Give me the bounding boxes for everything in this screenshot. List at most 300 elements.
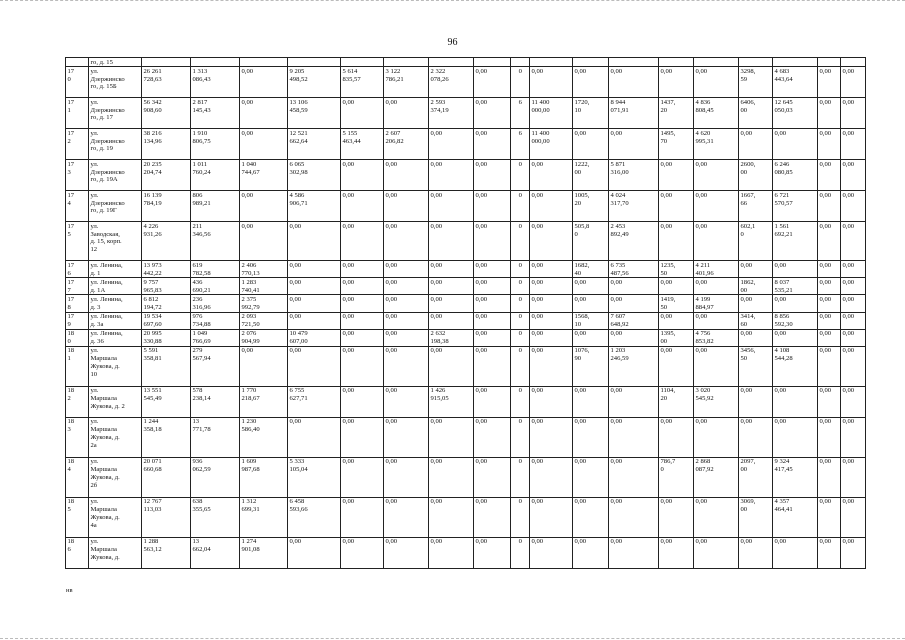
table-cell: 1419, 50: [659, 295, 694, 312]
row-number-cell: 17 8: [66, 295, 89, 312]
table-cell: 211 346,56: [191, 222, 240, 261]
table-row: [66, 222, 866, 261]
table-cell: 1 770 218,67: [240, 386, 288, 417]
table-cell: 0,00: [841, 457, 866, 497]
table-cell: 0,00: [609, 278, 659, 295]
table-cell: [511, 58, 530, 67]
table-cell: 578 238,14: [191, 386, 240, 417]
row-number-cell: 18 6: [66, 537, 89, 568]
address-cell: ул. Маршала Жукова, д.: [89, 537, 142, 568]
table-cell: 0,00: [694, 312, 739, 329]
row-number-cell: 17 3: [66, 160, 89, 191]
table-cell: 0,00: [474, 346, 511, 386]
table-cell: 0,00: [609, 457, 659, 497]
table-cell: 0,00: [288, 278, 341, 295]
table-cell: 20 995 330,88: [142, 329, 191, 346]
table-cell: 2 375 992,79: [240, 295, 288, 312]
table-cell: 0,00: [474, 67, 511, 98]
table-cell: 0: [511, 160, 530, 191]
table-cell: 0,00: [609, 67, 659, 98]
address-cell: ул. Ленина, д. 36: [89, 329, 142, 346]
table-cell: 0,00: [841, 222, 866, 261]
address-cell: ул. Маршала Жукова, д. 2б: [89, 457, 142, 497]
table-cell: 0,00: [818, 222, 841, 261]
table-cell: 0,00: [694, 497, 739, 537]
table-cell: 0,00: [474, 160, 511, 191]
table-row: [66, 129, 866, 160]
table-cell: 0,00: [573, 537, 609, 568]
table-cell: 0,00: [818, 129, 841, 160]
table-cell: 0,00: [341, 386, 384, 417]
table-cell: 0,00: [384, 497, 429, 537]
table-cell: 638 355,65: [191, 497, 240, 537]
table-cell: 0: [511, 417, 530, 457]
table-cell: 12 521 662,64: [288, 129, 341, 160]
table-cell: 0: [511, 67, 530, 98]
table-cell: 1 313 086,43: [191, 67, 240, 98]
table-cell: 9 757 965,83: [142, 278, 191, 295]
table-row: [66, 497, 866, 537]
table-cell: 0,00: [573, 417, 609, 457]
table-cell: 1568, 10: [573, 312, 609, 329]
table-cell: 0,00: [694, 222, 739, 261]
address-cell: ул. Маршала Жукова, д. 4а: [89, 497, 142, 537]
table-cell: 5 155 463,44: [341, 129, 384, 160]
table-cell: 0,00: [341, 261, 384, 278]
table-cell: 0,00: [739, 386, 773, 417]
table-cell: 0,00: [530, 417, 573, 457]
table-cell: 1720, 10: [573, 98, 609, 129]
table-cell: 1 561 692,21: [773, 222, 818, 261]
table-cell: 3414, 60: [739, 312, 773, 329]
table-cell: 0,00: [341, 497, 384, 537]
table-cell: 0,00: [573, 295, 609, 312]
table-cell: 0,00: [530, 329, 573, 346]
table-cell: 3 122 786,21: [384, 67, 429, 98]
table-cell: 8 944 071,91: [609, 98, 659, 129]
table-cell: 0,00: [341, 160, 384, 191]
table-cell: 2 593 374,19: [429, 98, 474, 129]
table-cell: 602,1 0: [739, 222, 773, 261]
address-cell: ул. Заводская, д. 15, корп. 12: [89, 222, 142, 261]
table-cell: 0,00: [694, 346, 739, 386]
table-cell: 0,00: [530, 261, 573, 278]
table-cell: [142, 58, 191, 67]
table-cell: 1 049 766,69: [191, 329, 240, 346]
table-cell: 2 817 145,43: [191, 98, 240, 129]
table-cell: [240, 58, 288, 67]
table-cell: 0,00: [240, 67, 288, 98]
table-cell: 0,00: [818, 191, 841, 222]
table-cell: 0,00: [841, 191, 866, 222]
row-number-cell: 17 6: [66, 261, 89, 278]
table-cell: 2 093 721,50: [240, 312, 288, 329]
table-cell: 0,00: [609, 129, 659, 160]
table-cell: [341, 58, 384, 67]
table-cell: [659, 58, 694, 67]
table-cell: 0,00: [530, 386, 573, 417]
table-cell: 0,00: [573, 67, 609, 98]
table-cell: 0,00: [609, 497, 659, 537]
table-cell: 0,00: [818, 67, 841, 98]
table-cell: 2600, 00: [739, 160, 773, 191]
table-cell: 0,00: [694, 278, 739, 295]
table-cell: 10 479 607,00: [288, 329, 341, 346]
table-cell: 0,00: [818, 312, 841, 329]
table-cell: 0,00: [240, 191, 288, 222]
table-cell: 0,00: [818, 160, 841, 191]
table-cell: 0,00: [288, 417, 341, 457]
table-cell: 6 458 593,66: [288, 497, 341, 537]
table-cell: 0: [511, 191, 530, 222]
table-cell: 0: [511, 346, 530, 386]
table-cell: 19 534 697,60: [142, 312, 191, 329]
table-cell: 0,00: [429, 261, 474, 278]
table-row: [66, 67, 866, 98]
row-number-cell: 18 0: [66, 329, 89, 346]
table-cell: 0,00: [530, 457, 573, 497]
table-cell: 13 106 458,59: [288, 98, 341, 129]
table-cell: 0,00: [659, 160, 694, 191]
table-cell: 0,00: [773, 261, 818, 278]
table-cell: 0,00: [341, 98, 384, 129]
table-cell: 0,00: [659, 537, 694, 568]
table-cell: 56 342 908,60: [142, 98, 191, 129]
table-cell: 2 632 198,38: [429, 329, 474, 346]
table-row: [66, 417, 866, 457]
table-cell: 1076, 90: [573, 346, 609, 386]
table-cell: 0,00: [841, 417, 866, 457]
table-cell: 9 205 498,52: [288, 67, 341, 98]
table-cell: 0,00: [818, 537, 841, 568]
row-number-cell: 18 1: [66, 346, 89, 386]
table-cell: 1 274 901,08: [240, 537, 288, 568]
table-cell: 6 812 194,72: [142, 295, 191, 312]
table-cell: 0,00: [474, 417, 511, 457]
table-cell: 505,8 0: [573, 222, 609, 261]
table-cell: 0,00: [841, 278, 866, 295]
table-cell: 0,00: [384, 329, 429, 346]
table-cell: 0,00: [773, 386, 818, 417]
table-cell: 0,00: [530, 295, 573, 312]
table-cell: 0,00: [739, 329, 773, 346]
table-cell: 0,00: [841, 129, 866, 160]
table-cell: 12 645 050,03: [773, 98, 818, 129]
table-cell: 13 771,78: [191, 417, 240, 457]
table-cell: 0,00: [288, 346, 341, 386]
table-cell: 436 690,21: [191, 278, 240, 295]
table-cell: 20 071 660,68: [142, 457, 191, 497]
table-cell: 0,00: [429, 312, 474, 329]
table-cell: [429, 58, 474, 67]
table-cell: 5 871 316,00: [609, 160, 659, 191]
table-cell: 0,00: [341, 295, 384, 312]
table-cell: 0,00: [288, 312, 341, 329]
table-cell: 1862, 00: [739, 278, 773, 295]
table-cell: 16 139 784,19: [142, 191, 191, 222]
table-cell: 0,00: [384, 278, 429, 295]
table-row: [66, 537, 866, 568]
table-cell: 11 400 000,00: [530, 129, 573, 160]
table-cell: 1235, 50: [659, 261, 694, 278]
table-cell: 1 040 744,67: [240, 160, 288, 191]
table-cell: 619 782,58: [191, 261, 240, 278]
table-cell: 0,00: [841, 312, 866, 329]
table-cell: 0: [511, 457, 530, 497]
table-cell: 0,00: [288, 537, 341, 568]
table-cell: 1 203 246,59: [609, 346, 659, 386]
table-cell: 0,00: [429, 129, 474, 160]
row-number-cell: [66, 58, 89, 67]
table-cell: [739, 58, 773, 67]
table-body: [66, 58, 866, 569]
table-row: [66, 278, 866, 295]
table-cell: 0,00: [694, 537, 739, 568]
table-cell: 0,00: [474, 329, 511, 346]
table-cell: 0,00: [530, 222, 573, 261]
table-cell: 1005, 20: [573, 191, 609, 222]
address-cell: ул. Ленина, д. 3а: [89, 312, 142, 329]
table-row: [66, 329, 866, 346]
table-cell: 6: [511, 98, 530, 129]
table-cell: 0: [511, 312, 530, 329]
page-number: 96: [447, 37, 458, 48]
table-cell: 0,00: [841, 346, 866, 386]
table-cell: 0,00: [773, 537, 818, 568]
table-cell: 0: [511, 329, 530, 346]
table-cell: 0,00: [818, 417, 841, 457]
table-cell: 13 973 442,22: [142, 261, 191, 278]
table-cell: 0,00: [818, 497, 841, 537]
table-cell: 0,00: [739, 295, 773, 312]
table-cell: 0,00: [694, 191, 739, 222]
table-cell: 2 607 206,82: [384, 129, 429, 160]
table-cell: 0,00: [429, 417, 474, 457]
table-cell: 936 062,59: [191, 457, 240, 497]
table-cell: 0,00: [474, 129, 511, 160]
table-cell: 0,00: [429, 191, 474, 222]
table-cell: 0,00: [474, 191, 511, 222]
table-cell: 4 108 544,28: [773, 346, 818, 386]
address-cell: ул. Ленина, д. 3: [89, 295, 142, 312]
row-number-cell: 18 3: [66, 417, 89, 457]
address-cell: ул. Маршала Жукова, д. 10: [89, 346, 142, 386]
table-cell: 0,00: [429, 346, 474, 386]
table-cell: 0,00: [384, 295, 429, 312]
table-cell: 0,00: [841, 261, 866, 278]
table-cell: 4 620 995,31: [694, 129, 739, 160]
table-cell: 1395, 00: [659, 329, 694, 346]
table-cell: 0,00: [240, 346, 288, 386]
address-cell: ул. Дзержинско го, д. 19: [89, 129, 142, 160]
table-cell: 1222, 00: [573, 160, 609, 191]
table-cell: 3456, 50: [739, 346, 773, 386]
table-cell: [288, 58, 341, 67]
row-number-cell: 18 4: [66, 457, 89, 497]
table-cell: 2 322 078,26: [429, 67, 474, 98]
table-row: [66, 295, 866, 312]
address-cell: ул. Ленина, д. 1: [89, 261, 142, 278]
table-cell: 5 614 835,57: [341, 67, 384, 98]
table-cell: [773, 58, 818, 67]
table-cell: 7 607 648,92: [609, 312, 659, 329]
housing-register-table: [65, 57, 866, 569]
table-cell: 0,00: [240, 129, 288, 160]
table-cell: 0: [511, 537, 530, 568]
row-number-cell: 17 5: [66, 222, 89, 261]
table-row: [66, 261, 866, 278]
table-cell: 0,00: [659, 67, 694, 98]
table-cell: 0,00: [659, 191, 694, 222]
table-cell: 0,00: [609, 386, 659, 417]
table-cell: 0,00: [773, 129, 818, 160]
table-cell: 0,00: [384, 160, 429, 191]
row-number-cell: 17 4: [66, 191, 89, 222]
table-cell: 6 755 627,71: [288, 386, 341, 417]
table-cell: 0,00: [341, 417, 384, 457]
table-cell: 0,00: [609, 329, 659, 346]
table-cell: 0,00: [841, 67, 866, 98]
table-cell: 0,00: [573, 386, 609, 417]
table-cell: 0,00: [739, 129, 773, 160]
table-cell: 0,00: [841, 537, 866, 568]
address-cell: ул. Дзержинско го, д. 19А: [89, 160, 142, 191]
table-row: [66, 312, 866, 329]
table-cell: 0,00: [573, 129, 609, 160]
table-cell: 0,00: [240, 98, 288, 129]
row-number-cell: 17 2: [66, 129, 89, 160]
table-cell: 2 406 770,13: [240, 261, 288, 278]
table-cell: 1 910 806,75: [191, 129, 240, 160]
table-cell: 38 216 134,96: [142, 129, 191, 160]
table-cell: 1 426 915,05: [429, 386, 474, 417]
table-cell: 0,00: [474, 497, 511, 537]
scan-edge-top: [0, 0, 905, 5]
address-cell: го, д. 15: [89, 58, 142, 67]
table-cell: 0,00: [573, 457, 609, 497]
table-cell: 0,00: [818, 346, 841, 386]
table-cell: 1667, 66: [739, 191, 773, 222]
table-cell: 0,00: [609, 537, 659, 568]
table-cell: 0,00: [739, 537, 773, 568]
table-cell: 279 567,94: [191, 346, 240, 386]
table-cell: 0,00: [474, 222, 511, 261]
table-cell: 0,00: [474, 386, 511, 417]
footer-initials: нв: [66, 587, 73, 594]
address-cell: ул. Маршала Жукова, д. 2а: [89, 417, 142, 457]
table-cell: 0,00: [773, 329, 818, 346]
table-cell: 0,00: [429, 222, 474, 261]
table-cell: 0,00: [341, 346, 384, 386]
table-cell: 0,00: [841, 497, 866, 537]
table-cell: 0,00: [841, 160, 866, 191]
table-cell: 0,00: [429, 295, 474, 312]
table-cell: 0: [511, 261, 530, 278]
table-cell: 0,00: [659, 222, 694, 261]
table-cell: 6: [511, 129, 530, 160]
table-cell: 0,00: [384, 386, 429, 417]
table-cell: 0,00: [659, 312, 694, 329]
row-number-cell: 17 7: [66, 278, 89, 295]
table-cell: 4 586 906,71: [288, 191, 341, 222]
table-cell: 0,00: [384, 417, 429, 457]
table-cell: 1437, 20: [659, 98, 694, 129]
table-cell: 0,00: [694, 417, 739, 457]
table-cell: 0,00: [818, 295, 841, 312]
table-cell: 0,00: [818, 278, 841, 295]
table-cell: 1 244 358,18: [142, 417, 191, 457]
table-row: [66, 160, 866, 191]
table-cell: 6 735 487,56: [609, 261, 659, 278]
table-cell: [609, 58, 659, 67]
table-cell: 786,7 0: [659, 457, 694, 497]
table-cell: 236 316,96: [191, 295, 240, 312]
table-cell: 0,00: [841, 98, 866, 129]
table-cell: 0,00: [818, 457, 841, 497]
table-cell: 9 324 417,45: [773, 457, 818, 497]
table-row: [66, 457, 866, 497]
table-cell: 0,00: [694, 160, 739, 191]
table-cell: 0,00: [841, 386, 866, 417]
table-cell: 0,00: [288, 222, 341, 261]
table-cell: 0,00: [341, 191, 384, 222]
table-cell: 0,00: [739, 261, 773, 278]
row-number-cell: 17 0: [66, 67, 89, 98]
address-cell: ул. Маршала Жукова, д. 2: [89, 386, 142, 417]
table-cell: 0,00: [530, 67, 573, 98]
table-cell: 806 989,21: [191, 191, 240, 222]
table-cell: 0: [511, 222, 530, 261]
table-cell: 1 312 699,31: [240, 497, 288, 537]
table-cell: 0,00: [474, 295, 511, 312]
table-cell: 0,00: [341, 329, 384, 346]
table-cell: 0: [511, 386, 530, 417]
table-cell: 4 211 401,96: [694, 261, 739, 278]
table-cell: 0,00: [739, 417, 773, 457]
table-cell: 12 767 113,03: [142, 497, 191, 537]
table-cell: 4 024 317,70: [609, 191, 659, 222]
table-cell: 6 721 570,57: [773, 191, 818, 222]
table-cell: 4 357 464,41: [773, 497, 818, 537]
table-cell: 5 591 358,81: [142, 346, 191, 386]
scan-edge-bottom: [0, 634, 905, 639]
table-cell: 0,00: [384, 457, 429, 497]
address-cell: ул. Ленина, д. 1А: [89, 278, 142, 295]
address-cell: ул. Дзержинско го, д. 15Б: [89, 67, 142, 98]
table-cell: 8 037 535,21: [773, 278, 818, 295]
table-cell: [818, 58, 841, 67]
table-cell: 2 453 892,49: [609, 222, 659, 261]
table-cell: 2097, 00: [739, 457, 773, 497]
table-cell: 2 076 904,99: [240, 329, 288, 346]
table-cell: 0,00: [429, 278, 474, 295]
table-cell: 13 551 545,49: [142, 386, 191, 417]
table-cell: 0,00: [429, 457, 474, 497]
row-number-cell: 18 5: [66, 497, 89, 537]
table-cell: 0,00: [384, 98, 429, 129]
table-cell: 0,00: [341, 537, 384, 568]
table-cell: 4 836 808,45: [694, 98, 739, 129]
table-cell: 0,00: [341, 312, 384, 329]
table-cell: 0,00: [773, 295, 818, 312]
table-cell: 0,00: [573, 497, 609, 537]
table-cell: 0,00: [659, 497, 694, 537]
table-cell: 0,00: [429, 160, 474, 191]
table-row: [66, 191, 866, 222]
table-cell: [384, 58, 429, 67]
table-cell: [694, 58, 739, 67]
table-cell: 0,00: [384, 346, 429, 386]
